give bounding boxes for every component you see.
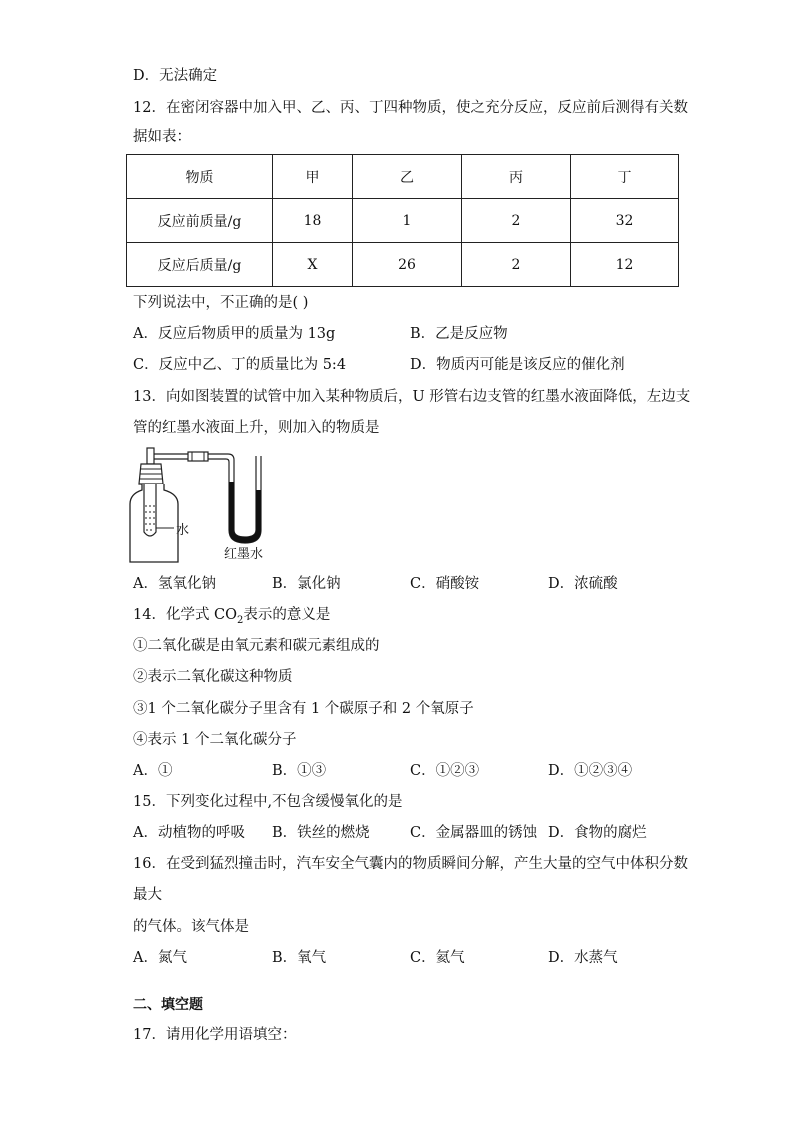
q15-option-c: C．金属器皿的锈蚀 (410, 825, 538, 841)
q16-option-b: B．氧气 (272, 950, 327, 966)
q12-option-b: B．乙是反应物 (410, 326, 508, 342)
q14-option-b: B．①③ (272, 763, 327, 779)
table-cell: 26 (353, 243, 462, 287)
red-ink-fill (229, 482, 261, 543)
q12-option-c: C．反应中乙、丁的质量比为 5:4 (133, 357, 347, 373)
table-cell: 2 (462, 243, 571, 287)
rubber-tube-icon (188, 452, 208, 461)
q12-options-row2 (133, 355, 693, 375)
q15-option-a: A．动植物的呼吸 (133, 825, 245, 841)
table-cell: X (273, 243, 353, 287)
q12-stem-line2: 据如表： (133, 129, 191, 145)
q14-option-c: C．①②③ (410, 763, 480, 779)
q12-stem-line1: 12．在密闭容器中加入甲、乙、丙、丁四种物质，使之充分反应，反应前后测得有关数 (133, 100, 688, 116)
table-header-cell: 甲 (273, 155, 353, 199)
q14-option-d: D．①②③④ (548, 763, 633, 779)
q13-stem-line2: 管的红墨水液面上升，则加入的物质是 (133, 420, 380, 436)
table-header-cell: 丙 (462, 155, 571, 199)
q13-option-c: C．硝酸铵 (410, 576, 480, 592)
table-cell: 32 (571, 199, 679, 243)
q14-stem (133, 605, 330, 631)
q12-prompt: 下列说法中，不正确的是( ) (133, 295, 309, 311)
q13-option-b: B．氯化钠 (272, 576, 341, 592)
q14-stem-prefix: 14．化学式 CO (133, 607, 238, 623)
q11-option-d: D．无法确定 (133, 68, 218, 84)
q16-option-c: C．氦气 (410, 950, 465, 966)
q15-option-b: B．铁丝的燃烧 (272, 825, 370, 841)
table-cell: 2 (462, 199, 571, 243)
q12-options-row1 (133, 324, 693, 344)
q16-stem-line1: 16．在受到猛烈撞击时，汽车安全气囊内的物质瞬间分解，产生大量的空气中体积分数 (133, 856, 688, 872)
table-header-cell: 物质 (127, 155, 273, 199)
q14-item-2: ②表示二氧化碳这种物质 (133, 669, 293, 685)
label-red-ink: 红墨水 (224, 547, 264, 562)
q13-apparatus-figure (128, 444, 288, 566)
q14-stem-suffix: 表示的意义是 (243, 607, 331, 623)
q15-options (133, 823, 693, 843)
q16-options (133, 948, 693, 968)
q13-stem-line1: 13．向如图装置的试管中加入某种物质后，U 形管右边支管的红墨水液面降低，左边支 (133, 389, 691, 405)
table-cell: 反应前质量/g (127, 199, 273, 243)
q14-stem-sub: 2 (237, 614, 244, 626)
table-cell: 反应后质量/g (127, 243, 273, 287)
label-water: 水 (176, 523, 190, 538)
q13-option-a: A．氢氧化钠 (133, 576, 216, 592)
q14-item-3: ③1 个二氧化碳分子里含有 1 个碳原子和 2 个氧原子 (133, 701, 474, 717)
table-cell: 18 (273, 199, 353, 243)
q16-option-a: A．氮气 (133, 950, 187, 966)
q14-option-a: A．① (133, 763, 173, 779)
wide-mouth-bottle-icon (130, 484, 178, 562)
q13-options (133, 574, 693, 594)
q15-option-d: D．食物的腐烂 (548, 825, 647, 841)
table-header-cell: 乙 (353, 155, 462, 199)
table-row (127, 243, 679, 287)
q12-option-a: A．反应后物质甲的质量为 13g (133, 326, 336, 342)
q14-item-4: ④表示 1 个二氧化碳分子 (133, 732, 297, 748)
q15-stem: 15．下列变化过程中,不包含缓慢氧化的是 (133, 794, 403, 810)
table-cell: 12 (571, 243, 679, 287)
section-title: 二、填空题 (133, 997, 203, 1013)
q14-options (133, 761, 693, 781)
glass-tube-icon (147, 448, 154, 464)
table-cell: 1 (353, 199, 462, 243)
q12-data-table (126, 154, 679, 287)
q14-item-1: ①二氧化碳是由氧元素和碳元素组成的 (133, 638, 380, 654)
table-header-cell: 丁 (571, 155, 679, 199)
table-row (127, 199, 679, 243)
q16-stem-line3: 的气体。该气体是 (133, 919, 249, 935)
q12-option-d: D．物质丙可能是该反应的催化剂 (410, 357, 625, 373)
q13-option-d: D．浓硫酸 (548, 576, 618, 592)
q17-stem: 17．请用化学用语填空： (133, 1027, 297, 1043)
q16-option-d: D．水蒸气 (548, 950, 618, 966)
table-header-row (127, 155, 679, 199)
q16-stem-line2: 最大 (133, 887, 162, 903)
